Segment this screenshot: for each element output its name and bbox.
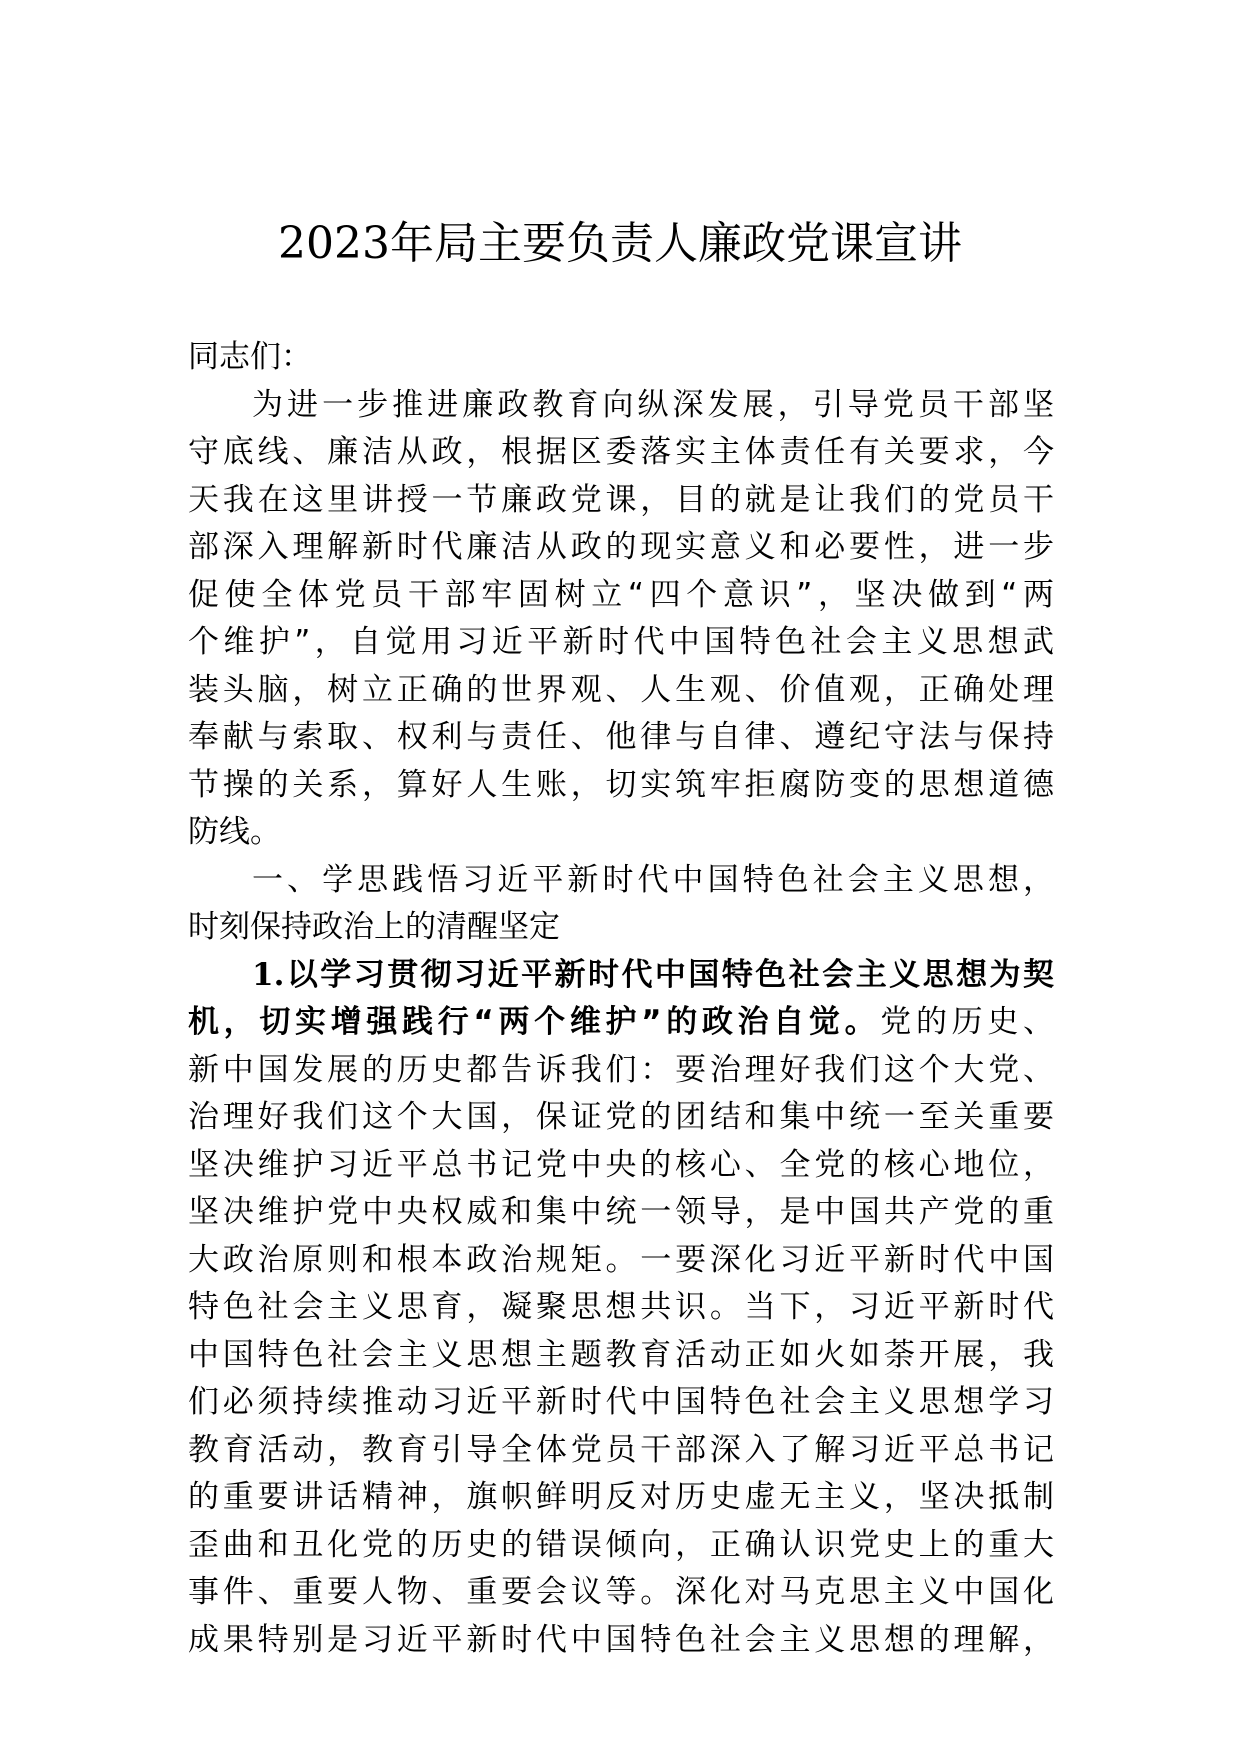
paragraph-line: 教育活动，教育引导全体党员干部深入了解习近平总书记	[188, 1431, 1054, 1468]
paragraph-line: 坚决维护习近平总书记党中央的核心、全党的核心地位，	[188, 1146, 1054, 1183]
subheading-bold-text: 机，切实增强践行“两个维护”的政治自觉。	[188, 1004, 881, 1040]
paragraph-text: 党的历史、	[880, 1004, 1055, 1040]
salutation: 同志们：	[188, 339, 312, 375]
paragraph-line: 们必须持续推动习近平新时代中国特色社会主义思想学习	[188, 1384, 1054, 1420]
paragraph-line: 天我在这里讲授一节廉政党课，目的就是让我们的党员干	[188, 481, 1054, 518]
paragraph-line: 为进一步推进廉政教育向纵深发展，引导党员干部坚	[252, 386, 1054, 423]
paragraph-line: 事件、重要人物、重要会议等。深化对马克思主义中国化	[188, 1574, 1054, 1610]
paragraph-line: 成果特别是习近平新时代中国特色社会主义思想的理解，	[188, 1621, 1054, 1658]
paragraph-line: 守底线、廉洁从政，根据区委落实主体责任有关要求，今	[188, 434, 1054, 470]
document-body	[188, 334, 1054, 1664]
paragraph-line: 的重要讲话精神，旗帜鲜明反对历史虚无主义，坚决抵制	[188, 1479, 1054, 1515]
paragraph-line: 奉献与索取、权利与责任、他律与自律、遵纪守法与保持	[188, 719, 1054, 755]
paragraph-line: 防线。	[188, 814, 281, 850]
subheading-line	[188, 999, 1054, 1047]
paragraph-line: 中国特色社会主义思想主题教育活动正如火如荼开展，我	[188, 1336, 1054, 1373]
paragraph-line: 歪曲和丑化党的历史的错误倾向，正确认识党史上的重大	[188, 1526, 1054, 1563]
paragraph-line: 坚决维护党中央权威和集中统一领导，是中国共产党的重	[188, 1194, 1054, 1230]
subheading-bold-text: 以学习贯彻习近平新时代中国特色社会主义思想为契	[284, 956, 1054, 993]
section-heading-line: 时刻保持政治上的清醒坚定	[188, 909, 560, 945]
paragraph-line: 部深入理解新时代廉洁从政的现实意义和必要性，进一步	[188, 529, 1054, 565]
subheading-line	[188, 952, 1054, 1000]
subheading-number: 1.	[252, 956, 285, 993]
paragraph-line: 治理好我们这个大国，保证党的团结和集中统一至关重要	[188, 1099, 1054, 1135]
paragraph-line: 新中国发展的历史都告诉我们：要治理好我们这个大党、	[188, 1051, 1054, 1088]
document-title: 2023年局主要负责人廉政党课宣讲	[278, 218, 962, 269]
paragraph-line: 个维护”，自觉用习近平新时代中国特色社会主义思想武	[188, 624, 1054, 660]
paragraph-line: 装头脑，树立正确的世界观、人生观、价值观，正确处理	[188, 671, 1054, 708]
paragraph-line: 大政治原则和根本政治规矩。一要深化习近平新时代中国	[188, 1241, 1054, 1278]
section-heading-line: 一、学思践悟习近平新时代中国特色社会主义思想，	[252, 861, 1054, 898]
paragraph-line: 节操的关系，算好人生账，切实筑牢拒腐防变的思想道德	[188, 766, 1054, 803]
paragraph-line: 促使全体党员干部牢固树立“四个意识”，坚决做到“两	[188, 576, 1054, 613]
paragraph-line: 特色社会主义思育，凝聚思想共识。当下，习近平新时代	[188, 1289, 1054, 1325]
